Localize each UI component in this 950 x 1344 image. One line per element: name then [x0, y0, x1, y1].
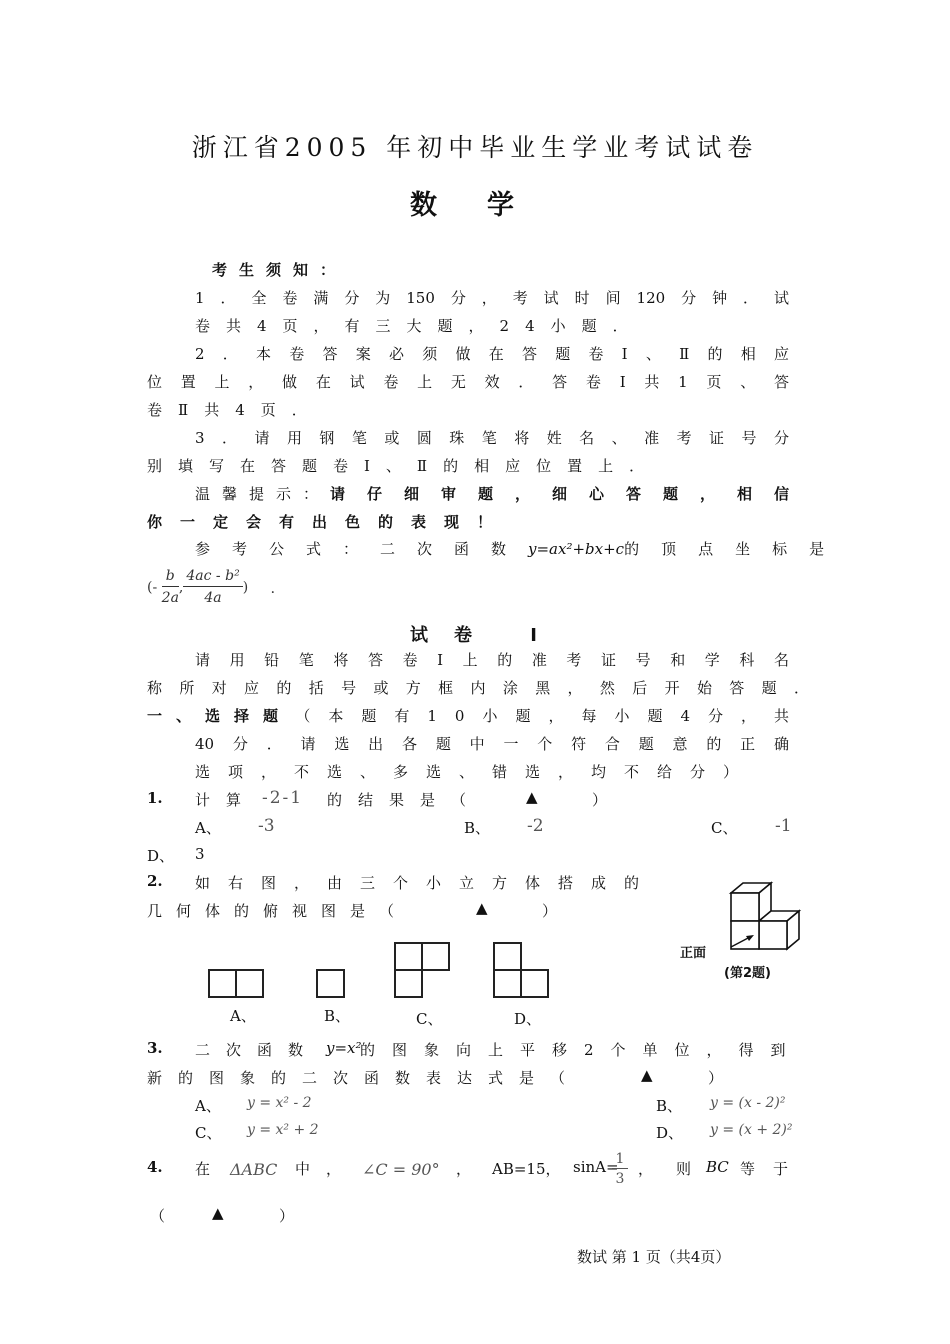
notice-item-1-line-2: 卷共4页，有三大题，24小题．: [195, 317, 644, 335]
q2-front-label: 正面: [680, 946, 707, 961]
q1-option-d-value: 3: [195, 845, 205, 863]
q4-then: 则: [676, 1160, 692, 1178]
q3-number: 3.: [147, 1039, 163, 1057]
paper-1-instruction-line-1: 请用铅笔将答卷Ⅰ上的准考证号和学科名: [195, 651, 789, 669]
tip-label: 温馨提示：: [195, 485, 331, 503]
q3-option-b-label: B、: [656, 1097, 683, 1115]
q1-option-a-label: A、: [195, 819, 221, 837]
q4-word-mid: 中，: [295, 1160, 358, 1178]
notice-item-2-line-2: 位置上，做在试卷上无效．答卷Ⅰ共1页、答: [147, 373, 789, 391]
vertex-open: (-: [147, 579, 158, 596]
q2-figure-caption: (第2题): [724, 966, 771, 981]
section-1-line-3: 选项，不选、多选、错选，均不给分）: [195, 763, 757, 781]
vertex-4a: 4a: [204, 590, 222, 606]
q2-line-2: 几何体的俯视图是（: [147, 902, 409, 920]
q1-expression: -2-1: [262, 788, 304, 808]
q1-stem: 计算: [195, 791, 258, 809]
section-1-line-2: 40分．请选出各题中一个符合题意的正确: [195, 735, 789, 753]
q3-line-1-expression: y=x²: [326, 1039, 362, 1057]
notice-item-1-line-1: 1．全卷满分为150分，考试时间120分钟．试: [195, 289, 789, 307]
q4-answer-marker: ▲: [212, 1204, 224, 1222]
vertex-fraction-x: [162, 566, 179, 609]
q1-option-c-label: C、: [711, 819, 738, 837]
notice-item-2-line-3: 卷Ⅱ共4页．: [147, 401, 323, 419]
q2-option-b-label: B、: [324, 1007, 351, 1025]
notice-item-2-line-1: 2．本卷答案必须做在答题卷Ⅰ、Ⅱ的相应: [195, 345, 789, 363]
vertex-b: b: [162, 566, 179, 587]
section-1-text-1: （本题有10小题，每小题4分，共: [295, 707, 807, 725]
q2-line-1: 如右图，由三个小立方体搭成的: [195, 874, 658, 892]
q1-answer-marker: ▲: [526, 788, 538, 806]
q4-angle: ∠C = 90°: [362, 1160, 440, 1179]
paper-1-heading: 试卷 Ⅰ: [410, 625, 563, 646]
q3-line-1-b: 的图象向上平移2个单位，得到: [360, 1041, 803, 1059]
q1-close-paren: ）: [592, 791, 608, 809]
vertex-close: ): [242, 579, 249, 596]
q4-comma-1: ，: [456, 1160, 472, 1178]
q4-ab: AB=15，: [492, 1160, 561, 1178]
q4-sin-fraction: [612, 1150, 628, 1189]
q3-close-paren: ）: [708, 1069, 724, 1087]
q4-sin-label: sinA=: [573, 1158, 619, 1176]
vertex-formula: (- $\frac{b}{2a}$ , $\frac{\text{4ac - b²}}{4a}$ ) ．: [147, 566, 285, 609]
q3-option-a-value: y = x² - 2: [247, 1095, 312, 1111]
notice-heading: 考生须知：: [212, 261, 348, 279]
section-1-label: 一、选择题: [147, 707, 293, 725]
q3-option-c-value: y = x² + 2: [247, 1122, 319, 1138]
paper-1-instruction-line-2: 称所对应的括号或方框内涂黑，然后开始答题．: [147, 679, 809, 697]
q4-sin-numerator: 1: [612, 1150, 628, 1169]
formula-expression: y=ax²+bx+c: [528, 540, 625, 558]
tip-text-1: 请仔细审题，细心答题，相信: [330, 485, 812, 503]
q4-close-paren: ）: [279, 1207, 295, 1225]
q4-triangle: ΔABC: [230, 1160, 278, 1179]
q1-number: 1.: [147, 789, 163, 807]
q3-option-c-label: C、: [195, 1124, 222, 1142]
q3-option-d-label: D、: [656, 1124, 684, 1142]
q3-line-2: 新的图象的二次函数表达式是（: [147, 1069, 582, 1087]
notice-item-3-line-1: 3．请用钢笔或圆珠笔将姓名、准考证号分: [195, 429, 789, 447]
q1-stem-end: 的结果是（: [327, 791, 483, 809]
q4-number: 4.: [147, 1158, 163, 1176]
vertex-fraction-y: [183, 566, 242, 609]
q1-option-a-value: -3: [258, 816, 275, 836]
notice-item-3-line-2: 别填写在答题卷Ⅰ、Ⅱ的相应位置上．: [147, 457, 661, 475]
q2-number: 2.: [147, 872, 163, 890]
q3-option-b-value: y = (x - 2)²: [710, 1095, 786, 1111]
q1-option-b-value: -2: [527, 816, 544, 836]
tip-text-2: 你一定会有出色的表现！: [147, 513, 511, 531]
q2-option-a-label: A、: [230, 1007, 256, 1025]
q2-option-d-label: D、: [514, 1010, 542, 1028]
exam-title: 浙江省2005 年初中毕业生学业考试试卷: [191, 133, 759, 162]
q3-option-a-label: A、: [195, 1097, 221, 1115]
q4-sin-denominator: 3: [615, 1171, 625, 1187]
section-1-line-1: [147, 705, 807, 726]
formula-mid: 的顶点坐标是: [624, 540, 847, 558]
q4-comma-2: ，: [638, 1160, 654, 1178]
q2-answer-marker: ▲: [476, 899, 488, 917]
q1-option-b-label: B、: [464, 819, 491, 837]
tip-line-1: [195, 483, 812, 504]
formula-line: [195, 538, 847, 559]
q2-close-paren: ）: [542, 902, 558, 920]
q4-word-in: 在: [195, 1160, 211, 1178]
q4-equals: 等于: [740, 1160, 807, 1178]
vertex-numerator: 4ac - b²: [183, 566, 242, 587]
subject-title: 数学: [410, 190, 564, 221]
formula-intro: 参考公式：二次函数: [195, 540, 529, 558]
q2-option-c-label: C、: [416, 1010, 443, 1028]
q3-line-1-a: 二次函数: [195, 1041, 320, 1059]
page-footer: 数试 第 1 页（共4页）: [577, 1248, 731, 1266]
q4-open-paren: （: [150, 1207, 166, 1225]
q4-bc: BC: [706, 1158, 729, 1176]
q3-answer-marker: ▲: [641, 1066, 653, 1084]
q1-option-c-value: -1: [775, 816, 792, 836]
vertex-2a: 2a: [161, 590, 179, 606]
q3-option-d-value: y = (x + 2)²: [710, 1122, 793, 1138]
q1-option-d-label: D、: [147, 847, 175, 865]
vertex-end: ．: [270, 580, 285, 597]
